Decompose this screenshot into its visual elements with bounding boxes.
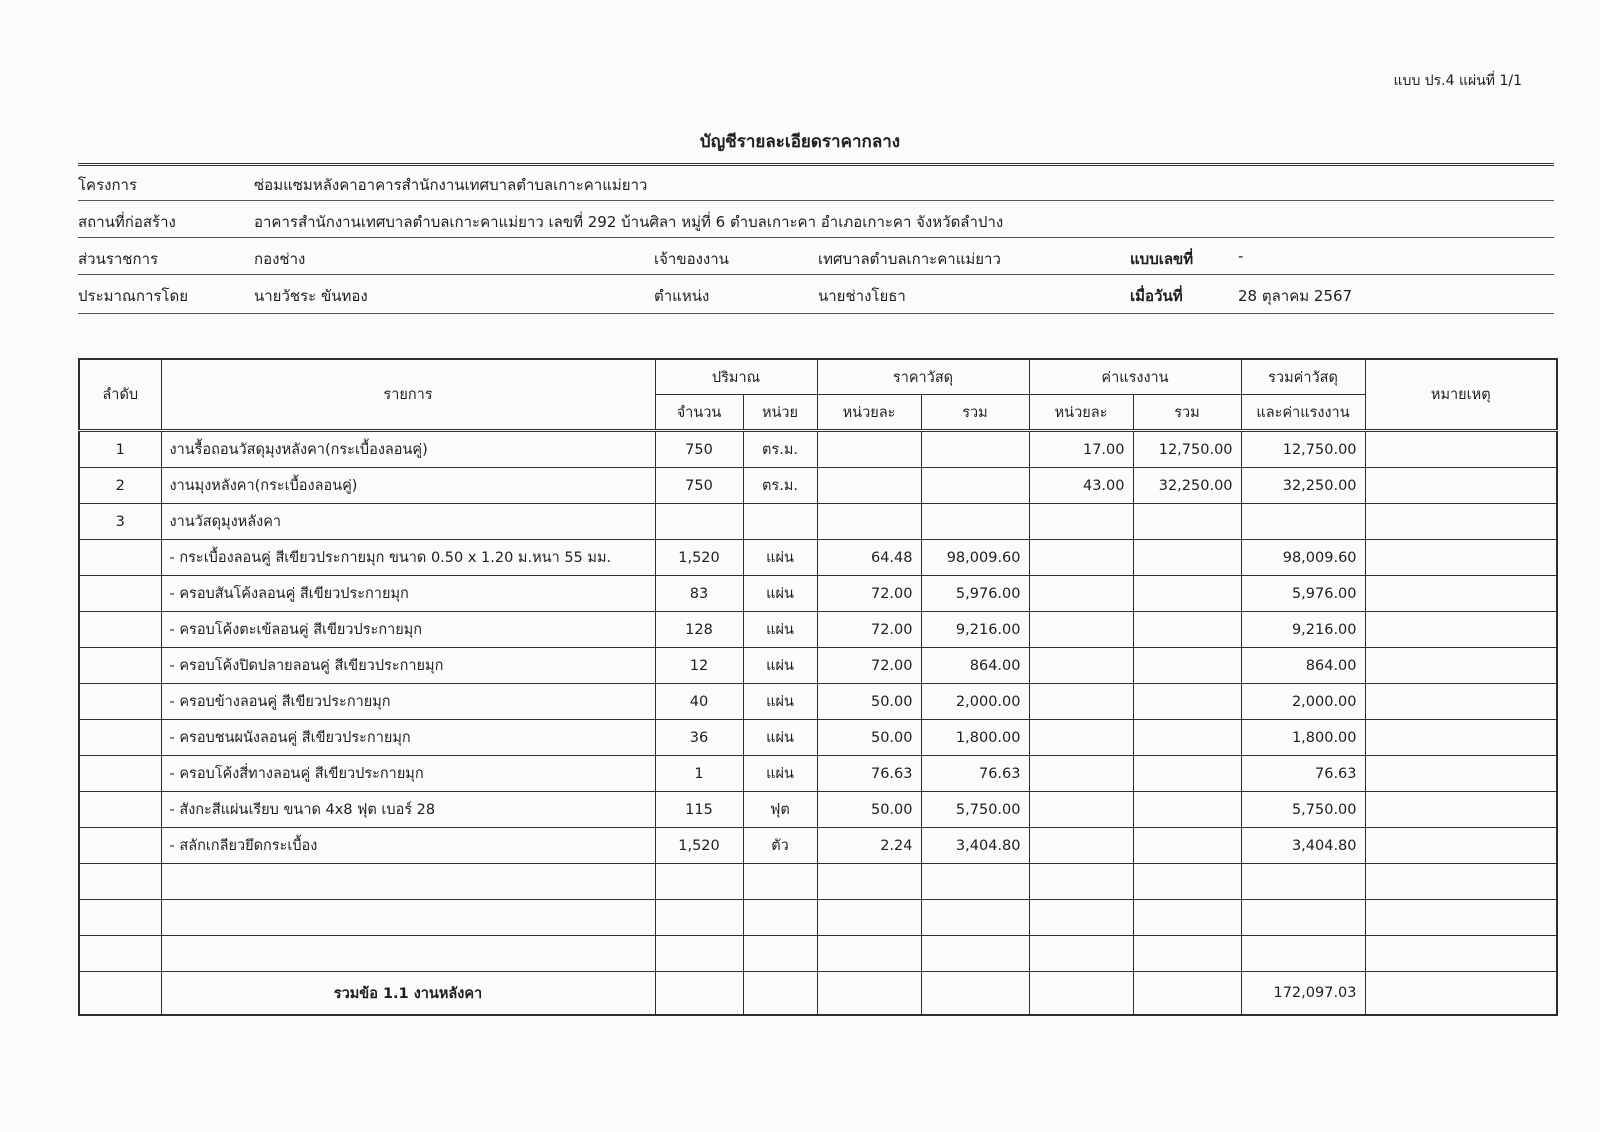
table-row xyxy=(79,540,1557,576)
header-labor: ค่าแรงงาน xyxy=(1029,359,1241,395)
estimator-value: นายวัชระ ขันทอง xyxy=(254,287,368,305)
row-material-total xyxy=(921,468,1029,504)
row-sum: 1,800.00 xyxy=(1241,720,1365,756)
row-remark xyxy=(1365,612,1557,648)
row-material-unit-price: 72.00 xyxy=(817,648,921,684)
row-material-unit-price: 50.00 xyxy=(817,684,921,720)
row-remark xyxy=(1365,720,1557,756)
row-material-total: 5,976.00 xyxy=(921,576,1029,612)
row-remark xyxy=(1365,792,1557,828)
row-number: 3 xyxy=(79,504,161,540)
row-unit: แผ่น xyxy=(743,684,817,720)
row-sum: 32,250.00 xyxy=(1241,468,1365,504)
row-labor-total xyxy=(1133,720,1241,756)
table-row xyxy=(79,828,1557,864)
row-item: - ครอบโค้งสี่ทางลอนคู่ สีเขียวประกายมุก xyxy=(161,756,655,792)
header-remark: หมายเหตุ xyxy=(1365,359,1557,431)
row-item: งานมุงหลังคา(กระเบื้องลอนคู่) xyxy=(161,468,655,504)
row-quantity: 750 xyxy=(655,431,743,468)
project-value: ซ่อมแซมหลังคาอาคารสำนักงานเทศบาลตำบลเกาะคาแม่ยาว xyxy=(254,176,648,194)
info-row-department xyxy=(78,240,1554,275)
row-material-unit-price xyxy=(817,431,921,468)
row-remark xyxy=(1365,684,1557,720)
table-body xyxy=(79,431,1557,1016)
row-unit: แผ่น xyxy=(743,576,817,612)
row-quantity: 1 xyxy=(655,756,743,792)
row-material-unit-price xyxy=(817,468,921,504)
row-labor-unit-price: 43.00 xyxy=(1029,468,1133,504)
row-item: - ครอบโค้งตะเข้ลอนคู่ สีเขียวประกายมุก xyxy=(161,612,655,648)
row-quantity: 1,520 xyxy=(655,540,743,576)
table-row xyxy=(79,576,1557,612)
date-value: 28 ตุลาคม 2567 xyxy=(1238,287,1353,305)
row-sum: 12,750.00 xyxy=(1241,431,1365,468)
row-item: - ครอบชนผนังลอนคู่ สีเขียวประกายมุก xyxy=(161,720,655,756)
row-number: 2 xyxy=(79,468,161,504)
row-item: - ครอบสันโค้งลอนคู่ สีเขียวประกายมุก xyxy=(161,576,655,612)
info-row-project xyxy=(78,166,1554,201)
row-number xyxy=(79,684,161,720)
table-row xyxy=(79,648,1557,684)
blank-row xyxy=(79,936,1557,972)
header-no: ลำดับ xyxy=(79,359,161,431)
row-labor-unit-price xyxy=(1029,828,1133,864)
row-material-total: 76.63 xyxy=(921,756,1029,792)
position-label: ตำแหน่ง xyxy=(654,287,710,305)
row-material-unit-price: 50.00 xyxy=(817,720,921,756)
row-labor-total xyxy=(1133,504,1241,540)
header-material-total: รวม xyxy=(921,395,1029,431)
row-quantity: 12 xyxy=(655,648,743,684)
row-number xyxy=(79,612,161,648)
row-labor-unit-price xyxy=(1029,720,1133,756)
row-labor-total xyxy=(1133,612,1241,648)
blank-row xyxy=(79,864,1557,900)
row-material-unit-price: 64.48 xyxy=(817,540,921,576)
row-labor-unit-price xyxy=(1029,504,1133,540)
header-item: รายการ xyxy=(161,359,655,431)
row-material-total xyxy=(921,431,1029,468)
row-material-unit-price: 72.00 xyxy=(817,612,921,648)
row-item: - สังกะสีแผ่นเรียบ ขนาด 4x8 ฟุต เบอร์ 28 xyxy=(161,792,655,828)
row-labor-total: 32,250.00 xyxy=(1133,468,1241,504)
row-number xyxy=(79,576,161,612)
row-unit: ตัว xyxy=(743,828,817,864)
row-labor-total xyxy=(1133,828,1241,864)
header-quantity: ปริมาณ xyxy=(655,359,817,395)
row-labor-unit-price: 17.00 xyxy=(1029,431,1133,468)
row-material-unit-price: 2.24 xyxy=(817,828,921,864)
row-quantity: 1,520 xyxy=(655,828,743,864)
row-unit xyxy=(743,504,817,540)
row-labor-unit-price xyxy=(1029,648,1133,684)
row-sum: 76.63 xyxy=(1241,756,1365,792)
table-row xyxy=(79,720,1557,756)
price-estimate-table xyxy=(78,358,1558,1016)
row-number: 1 xyxy=(79,431,161,468)
owner-value: เทศบาลตำบลเกาะคาแม่ยาว xyxy=(818,250,1001,268)
header-labor-unit-price: หน่วยละ xyxy=(1029,395,1133,431)
row-item: งานวัสดุมุงหลังคา xyxy=(161,504,655,540)
row-material-total: 1,800.00 xyxy=(921,720,1029,756)
row-item: งานรื้อถอนวัสดุมุงหลังคา(กระเบื้องลอนคู่) xyxy=(161,431,655,468)
row-item: - ครอบโค้งปิดปลายลอนคู่ สีเขียวประกายมุก xyxy=(161,648,655,684)
row-sum: 9,216.00 xyxy=(1241,612,1365,648)
row-labor-unit-price xyxy=(1029,792,1133,828)
row-number xyxy=(79,828,161,864)
row-unit: แผ่น xyxy=(743,612,817,648)
table-row xyxy=(79,684,1557,720)
header-material: ราคาวัสดุ xyxy=(817,359,1029,395)
header-sum-line2: และค่าแรงงาน xyxy=(1241,395,1365,431)
date-label: เมื่อวันที่ xyxy=(1130,287,1183,305)
row-remark xyxy=(1365,431,1557,468)
row-labor-total xyxy=(1133,684,1241,720)
row-material-total: 3,404.80 xyxy=(921,828,1029,864)
row-sum: 2,000.00 xyxy=(1241,684,1365,720)
row-remark xyxy=(1365,468,1557,504)
table-row xyxy=(79,792,1557,828)
row-material-unit-price xyxy=(817,504,921,540)
site-label: สถานที่ก่อสร้าง xyxy=(78,213,176,231)
department-label: ส่วนราชการ xyxy=(78,250,159,268)
row-quantity: 115 xyxy=(655,792,743,828)
form-code: แบบ ปร.4 แผ่นที่ 1/1 xyxy=(1393,73,1522,89)
row-unit: แผ่น xyxy=(743,648,817,684)
row-unit: ฟุต xyxy=(743,792,817,828)
info-row-estimator xyxy=(78,277,1554,314)
row-sum: 864.00 xyxy=(1241,648,1365,684)
table-header xyxy=(79,359,1557,431)
table-row xyxy=(79,504,1557,540)
department-value: กองช่าง xyxy=(254,250,306,268)
row-sum: 98,009.60 xyxy=(1241,540,1365,576)
row-quantity: 36 xyxy=(655,720,743,756)
row-unit: แผ่น xyxy=(743,540,817,576)
row-remark xyxy=(1365,504,1557,540)
row-labor-total xyxy=(1133,792,1241,828)
row-remark xyxy=(1365,828,1557,864)
plan-no-value: - xyxy=(1238,247,1244,265)
row-material-total: 864.00 xyxy=(921,648,1029,684)
row-material-total xyxy=(921,504,1029,540)
row-material-total: 98,009.60 xyxy=(921,540,1029,576)
row-labor-unit-price xyxy=(1029,576,1133,612)
row-remark xyxy=(1365,756,1557,792)
row-labor-total: 12,750.00 xyxy=(1133,431,1241,468)
row-item: - กระเบื้องลอนคู่ สีเขียวประกายมุก ขนาด 0.50 x 1.20 ม.หนา 55 มม. xyxy=(161,540,655,576)
header-qty-amount: จำนวน xyxy=(655,395,743,431)
header-labor-total: รวม xyxy=(1133,395,1241,431)
row-number xyxy=(79,648,161,684)
header-material-unit-price: หน่วยละ xyxy=(817,395,921,431)
info-row-site xyxy=(78,203,1554,238)
row-material-total: 9,216.00 xyxy=(921,612,1029,648)
row-unit: แผ่น xyxy=(743,756,817,792)
table-row xyxy=(79,431,1557,468)
row-labor-total xyxy=(1133,540,1241,576)
header-sum-line1: รวมค่าวัสดุ xyxy=(1241,359,1365,395)
plan-no-label: แบบเลขที่ xyxy=(1130,250,1194,268)
row-material-total: 2,000.00 xyxy=(921,684,1029,720)
row-number xyxy=(79,756,161,792)
row-remark xyxy=(1365,540,1557,576)
row-material-unit-price: 72.00 xyxy=(817,576,921,612)
project-label: โครงการ xyxy=(78,176,138,194)
row-remark xyxy=(1365,576,1557,612)
row-number xyxy=(79,720,161,756)
row-quantity: 83 xyxy=(655,576,743,612)
row-remark xyxy=(1365,648,1557,684)
row-number xyxy=(79,540,161,576)
table-row xyxy=(79,468,1557,504)
total-value: 172,097.03 xyxy=(1241,972,1365,1016)
row-unit: ตร.ม. xyxy=(743,468,817,504)
row-unit: แผ่น xyxy=(743,720,817,756)
row-labor-total xyxy=(1133,576,1241,612)
row-number xyxy=(79,792,161,828)
row-sum xyxy=(1241,504,1365,540)
row-labor-total xyxy=(1133,648,1241,684)
total-label: รวมข้อ 1.1 งานหลังคา xyxy=(161,972,655,1016)
row-labor-unit-price xyxy=(1029,684,1133,720)
row-material-total: 5,750.00 xyxy=(921,792,1029,828)
table-row xyxy=(79,756,1557,792)
table-row xyxy=(79,612,1557,648)
row-labor-unit-price xyxy=(1029,612,1133,648)
row-labor-total xyxy=(1133,756,1241,792)
row-quantity: 40 xyxy=(655,684,743,720)
row-quantity: 750 xyxy=(655,468,743,504)
blank-row xyxy=(79,900,1557,936)
estimator-label: ประมาณการโดย xyxy=(78,287,189,305)
row-material-unit-price: 50.00 xyxy=(817,792,921,828)
row-unit: ตร.ม. xyxy=(743,431,817,468)
row-quantity: 128 xyxy=(655,612,743,648)
row-sum: 5,976.00 xyxy=(1241,576,1365,612)
row-sum: 3,404.80 xyxy=(1241,828,1365,864)
row-sum: 5,750.00 xyxy=(1241,792,1365,828)
owner-label: เจ้าของงาน xyxy=(654,250,729,268)
row-item: - สลักเกลียวยึดกระเบื้อง xyxy=(161,828,655,864)
row-quantity xyxy=(655,504,743,540)
row-material-unit-price: 76.63 xyxy=(817,756,921,792)
row-item: - ครอบข้างลอนคู่ สีเขียวประกายมุก xyxy=(161,684,655,720)
header-qty-unit: หน่วย xyxy=(743,395,817,431)
position-value: นายช่างโยธา xyxy=(818,287,906,305)
row-labor-unit-price xyxy=(1029,756,1133,792)
document-title: บัญชีรายละเอียดราคากลาง xyxy=(699,132,901,152)
site-value: อาคารสำนักงานเทศบาลตำบลเกาะคาแม่ยาว เลขที่ 292 บ้านศิลา หมู่ที่ 6 ตำบลเกาะคา อำเภอเกาะคา จังหวัดลำปาง xyxy=(254,213,1004,231)
total-row xyxy=(79,972,1557,1016)
row-labor-unit-price xyxy=(1029,540,1133,576)
